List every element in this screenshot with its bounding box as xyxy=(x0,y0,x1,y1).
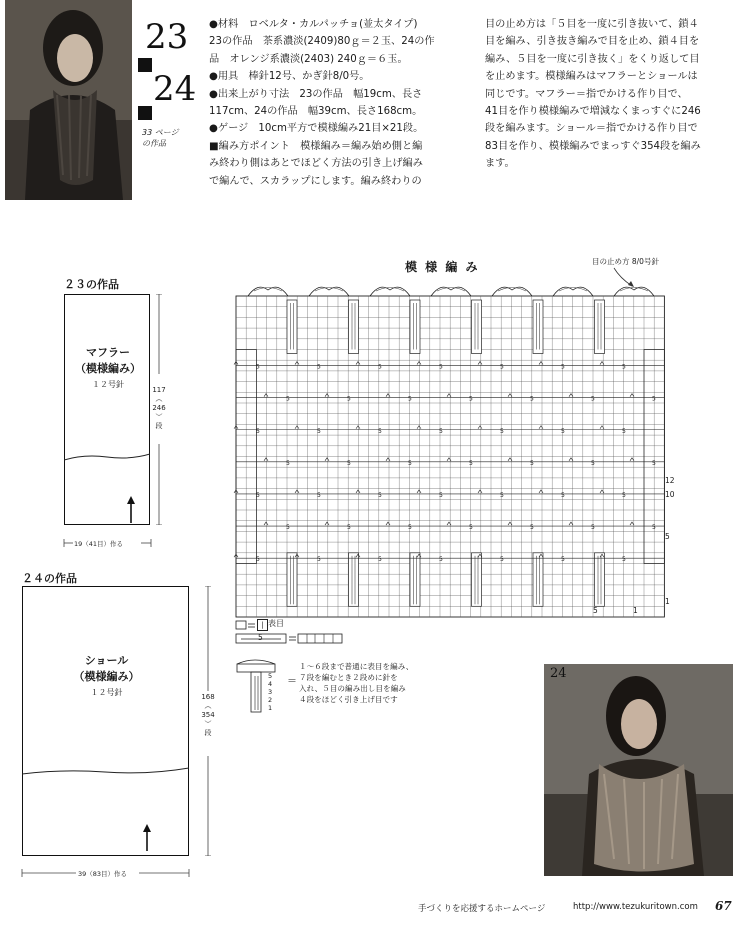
legend-row-num: 5 xyxy=(268,672,273,680)
stitch-group-mark: 5 xyxy=(561,427,565,435)
stitch-group-mark: 5 xyxy=(500,556,504,564)
decrease-symbol xyxy=(356,426,360,429)
decrease-symbol xyxy=(569,458,573,461)
shawl-24-width: 39（83目）作る xyxy=(78,870,128,878)
instruction-line: ■編み方ポイント 模様編み＝編み始め側と編 xyxy=(209,140,423,152)
scarf-23-length-cm: 117 xyxy=(152,386,166,394)
instruction-line: ます。 xyxy=(485,158,515,170)
decrease-symbol xyxy=(630,394,634,397)
chart-col-label-right: 1 xyxy=(633,606,638,615)
decrease-symbol xyxy=(264,522,268,525)
bind-off-scallop xyxy=(248,287,288,296)
legend-row-num: 2 xyxy=(268,696,273,704)
decrease-symbol xyxy=(478,362,482,365)
shawl-24-length xyxy=(197,693,219,738)
decrease-symbol xyxy=(630,458,634,461)
decrease-symbol xyxy=(295,362,299,365)
decrease-symbol xyxy=(447,458,451,461)
stitch-group-mark: 5 xyxy=(286,395,290,403)
stitch-group-mark: 5 xyxy=(439,556,443,564)
pattern-number-23: 23 xyxy=(145,17,189,57)
bind-off-scallop xyxy=(614,287,654,296)
bind-off-scallop xyxy=(309,287,349,296)
stitch-group-mark: 5 xyxy=(317,427,321,435)
legend-pull-up-row-numbers xyxy=(268,672,272,712)
stitch-group-mark: 5 xyxy=(286,524,290,532)
pull-up-stitch-top xyxy=(472,300,482,354)
decrease-symbol xyxy=(600,426,604,429)
up-arrow-icon xyxy=(125,495,137,525)
legend-knit-symbol: | xyxy=(261,621,264,629)
instruction-line: 117cm、24の作品 幅39cm、長さ168cm。 xyxy=(209,105,423,117)
stitch-group-mark: 5 xyxy=(256,363,260,371)
paren-bottom: ︶ xyxy=(155,413,163,421)
stitch-group-mark: 5 xyxy=(530,524,534,532)
stitch-group-mark: 5 xyxy=(378,556,382,564)
stitch-group-mark: 5 xyxy=(561,363,565,371)
stitch-group-mark: 5 xyxy=(408,524,412,532)
stitch-group-mark: 5 xyxy=(652,395,656,403)
stitch-group-mark: 5 xyxy=(286,459,290,467)
decrease-symbol xyxy=(478,490,482,493)
shawl-24-needle: １２号針 xyxy=(90,688,123,697)
page-reference-line2: の作品 xyxy=(142,139,166,148)
bind-off-note: 目の止め方 8/0号針 xyxy=(592,257,659,266)
pull-up-stitch-bottom xyxy=(287,553,297,607)
photo-model-scarf xyxy=(5,0,132,200)
stitch-group-mark: 5 xyxy=(347,524,351,532)
shawl-24-divider-line xyxy=(22,586,189,856)
pull-up-stitch-top xyxy=(410,300,420,354)
decrease-symbol xyxy=(295,426,299,429)
pattern-number-24: 24 xyxy=(153,69,197,109)
footer-url[interactable]: http://www.tezukuritown.com xyxy=(573,902,698,912)
shawl-24-schematic xyxy=(22,586,189,856)
stitch-group-mark: 5 xyxy=(652,524,656,532)
decrease-symbol xyxy=(325,522,329,525)
decrease-symbol xyxy=(417,362,421,365)
decrease-symbol xyxy=(539,362,543,365)
stitch-group-mark: 5 xyxy=(378,427,382,435)
legend-equals: ＝ xyxy=(287,676,297,687)
instruction-line: ●ゲージ 10cm平方で模様編み21目×21段。 xyxy=(209,123,424,135)
legend-note-line: １～６段まで普通に表目を編み、 xyxy=(299,662,414,671)
pull-up-stitch-top xyxy=(533,300,543,354)
pull-up-stitch-bottom xyxy=(595,553,605,607)
stitch-group-mark: 5 xyxy=(347,459,351,467)
decrease-symbol xyxy=(356,362,360,365)
scarf-23-pattern: （模様編み） xyxy=(75,362,141,375)
legend-group-symbol xyxy=(235,632,345,646)
instruction-line: 41目を作り模様編みで増減なくまっすぐに246 xyxy=(485,105,701,117)
stitch-group-mark: 5 xyxy=(256,556,260,564)
instructions-column-2 xyxy=(485,16,701,173)
stitch-group-mark: 5 xyxy=(591,459,595,467)
instruction-line: 83目を作り、模様編みでまっすぐ354段を編み xyxy=(485,140,701,152)
chart-row-label-12: 12 xyxy=(665,476,675,485)
shawl-24-pattern: （模様編み） xyxy=(73,670,140,683)
footer-text: 手づくりを応援するホームページ xyxy=(418,904,546,914)
photo-model-shawl xyxy=(544,664,733,876)
instruction-line: 23の作品 茶系濃淡(2409)80ｇ＝２玉、24の作 xyxy=(209,36,435,48)
stitch-group-mark: 5 xyxy=(469,395,473,403)
stitch-group-mark: 5 xyxy=(378,363,382,371)
instructions-column-1 xyxy=(209,16,435,190)
stitch-group-mark: 5 xyxy=(622,556,626,564)
pull-up-stitch-bottom xyxy=(410,553,420,607)
scarf-23-width: 19（41目）作る xyxy=(74,540,124,548)
decrease-symbol xyxy=(447,394,451,397)
stitch-group-mark: 5 xyxy=(530,395,534,403)
decrease-symbol xyxy=(325,458,329,461)
shawl-24-label xyxy=(23,653,190,701)
stitch-group-mark: 5 xyxy=(408,459,412,467)
instruction-line: ●用具 棒針12号、かぎ針8/0号。 xyxy=(209,71,370,83)
stitch-group-mark: 5 xyxy=(500,491,504,499)
page-reference-line1: 33 ページ xyxy=(142,128,179,137)
legend-pull-up-note xyxy=(299,661,413,705)
decrease-symbol xyxy=(539,426,543,429)
page-reference xyxy=(142,127,202,149)
bind-off-scallop xyxy=(370,287,410,296)
pull-up-stitch-top xyxy=(595,300,605,354)
stitch-group-mark: 5 xyxy=(652,459,656,467)
decrease-symbol xyxy=(325,394,329,397)
decrease-symbol xyxy=(295,490,299,493)
stitch-group-mark: 5 xyxy=(347,395,351,403)
pull-up-stitch-bottom xyxy=(349,553,359,607)
bind-off-scallop xyxy=(553,287,593,296)
shawl-24-length-cm: 168 xyxy=(201,693,215,701)
legend-row-num: 1 xyxy=(268,704,273,712)
decrease-symbol xyxy=(600,490,604,493)
paren-top: ︵ xyxy=(204,702,212,710)
scarf-23-length-rows: 246 xyxy=(152,404,166,412)
decrease-symbol xyxy=(264,458,268,461)
chart-row-label-1: 1 xyxy=(665,597,670,606)
stitch-group-mark: 5 xyxy=(439,427,443,435)
stitch-group-mark: 5 xyxy=(439,363,443,371)
decrease-symbol xyxy=(386,522,390,525)
photo-model-scarf-image xyxy=(5,0,132,200)
decrease-symbol xyxy=(539,490,543,493)
instruction-line: ●材料 ロベルタ・カルパッチョ(並太タイプ) xyxy=(209,19,418,30)
decrease-symbol xyxy=(417,426,421,429)
photo-number-label: 24 xyxy=(550,666,567,681)
legend-note-line: 入れ、５目の編み出し目を編み xyxy=(299,684,406,693)
decrease-symbol xyxy=(417,490,421,493)
stitch-group-mark: 5 xyxy=(622,427,626,435)
stitch-group-mark: 5 xyxy=(378,491,382,499)
instruction-line: 品 オレンジ系濃淡(2403) 240ｇ＝６玉。 xyxy=(209,53,408,65)
legend-row-num: 4 xyxy=(268,680,273,688)
legend-knit-label: 表目 xyxy=(268,619,284,628)
stitch-group-mark: 5 xyxy=(500,427,504,435)
scarf-23-name: マフラー xyxy=(86,346,130,359)
stitch-group-mark: 5 xyxy=(439,491,443,499)
instruction-line: 目を編み、引き抜き編みで目を止め、鎖４目を xyxy=(485,36,700,48)
stitch-group-mark: 5 xyxy=(561,556,565,564)
pull-up-stitch-bottom xyxy=(472,553,482,607)
scarf-23-title: ２３の作品 xyxy=(64,278,119,291)
decrease-symbol xyxy=(600,362,604,365)
stitch-group-mark: 5 xyxy=(469,459,473,467)
stitch-group-mark: 5 xyxy=(622,363,626,371)
pull-up-stitch-bottom xyxy=(533,553,543,607)
legend-group-mark: 5 xyxy=(258,633,263,642)
paren-bottom: ︶ xyxy=(204,720,212,728)
chart-col-label-left: 5 xyxy=(593,606,598,615)
instruction-line: を止めます。模様編みはマフラーとショールは xyxy=(485,71,698,83)
decrease-symbol xyxy=(569,394,573,397)
instruction-line: ●出来上がり寸法 23の作品 幅19cm、長さ xyxy=(209,88,423,100)
page-number: 67 xyxy=(715,899,732,913)
pull-up-stitch-top xyxy=(287,300,297,354)
stitch-group-mark: 5 xyxy=(256,427,260,435)
shawl-24-name: ショール xyxy=(84,654,129,667)
shawl-24-length-unit: 段 xyxy=(204,729,212,737)
chart-title: 模 様 編 み xyxy=(405,260,480,274)
stitch-group-mark: 5 xyxy=(317,491,321,499)
decrease-symbol xyxy=(386,394,390,397)
scarf-23-schematic xyxy=(64,294,150,525)
marker-square-24 xyxy=(138,106,152,120)
knitting-chart xyxy=(230,276,682,621)
stitch-group-mark: 5 xyxy=(317,363,321,371)
scarf-23-divider-line xyxy=(64,294,150,525)
bind-off-scallop xyxy=(492,287,532,296)
stitch-group-mark: 5 xyxy=(561,491,565,499)
legend-row-num: 3 xyxy=(268,688,273,696)
chart-row-label-10: 10 xyxy=(665,490,675,499)
legend-knit-box xyxy=(257,619,268,631)
scarf-23-length-unit: 段 xyxy=(155,422,163,430)
decrease-symbol xyxy=(569,522,573,525)
stitch-group-mark: 5 xyxy=(530,459,534,467)
scarf-23-needle: １２号針 xyxy=(92,380,124,389)
bind-off-scallop xyxy=(431,287,471,296)
shawl-24-title: ２４の作品 xyxy=(22,572,77,585)
instruction-line: 目の止め方は「５目を一度に引き抜いて、鎖４ xyxy=(485,19,699,30)
stitch-group-mark: 5 xyxy=(591,524,595,532)
decrease-symbol xyxy=(447,522,451,525)
photo-model-shawl-image xyxy=(544,664,733,876)
instruction-line: 段を編みます。ショール＝指でかける作り目で xyxy=(485,123,698,135)
stitch-group-mark: 5 xyxy=(317,556,321,564)
instruction-line: 編み、５目を一度に引き抜く」をくり返して目 xyxy=(485,53,700,65)
scarf-23-length xyxy=(148,386,170,431)
stitch-group-mark: 5 xyxy=(469,524,473,532)
stitch-group-mark: 5 xyxy=(500,363,504,371)
scarf-23-label xyxy=(65,345,151,393)
instruction-line: み終わり側はあとでほどく方法の引き上げ編み xyxy=(209,158,423,170)
pull-up-stitch-top xyxy=(349,300,359,354)
decrease-symbol xyxy=(630,522,634,525)
legend-pull-up-symbol xyxy=(235,656,285,716)
stitch-group-mark: 5 xyxy=(408,395,412,403)
stitch-group-mark: 5 xyxy=(622,491,626,499)
legend-note-line: ４段をほどく引き上げ目です xyxy=(299,695,398,704)
stitch-group-mark: 5 xyxy=(256,491,260,499)
decrease-symbol xyxy=(356,490,360,493)
instruction-line: 同じです。マフラー＝指でかける作り目で、 xyxy=(485,88,688,100)
decrease-symbol xyxy=(386,458,390,461)
up-arrow-icon xyxy=(141,823,153,853)
decrease-symbol xyxy=(264,394,268,397)
legend-blank-cell-symbol xyxy=(235,620,259,632)
paren-top: ︵ xyxy=(155,395,163,403)
shawl-24-length-rows: 354 xyxy=(201,711,215,719)
chart-row-label-5: 5 xyxy=(665,532,670,541)
stitch-group-mark: 5 xyxy=(591,395,595,403)
decrease-symbol xyxy=(478,426,482,429)
legend-note-line: ７段を編むとき２段めに針を xyxy=(299,673,398,682)
marker-square-23 xyxy=(138,58,152,72)
instruction-line: で編んで、スカラップにします。編み終わりの xyxy=(209,175,422,187)
